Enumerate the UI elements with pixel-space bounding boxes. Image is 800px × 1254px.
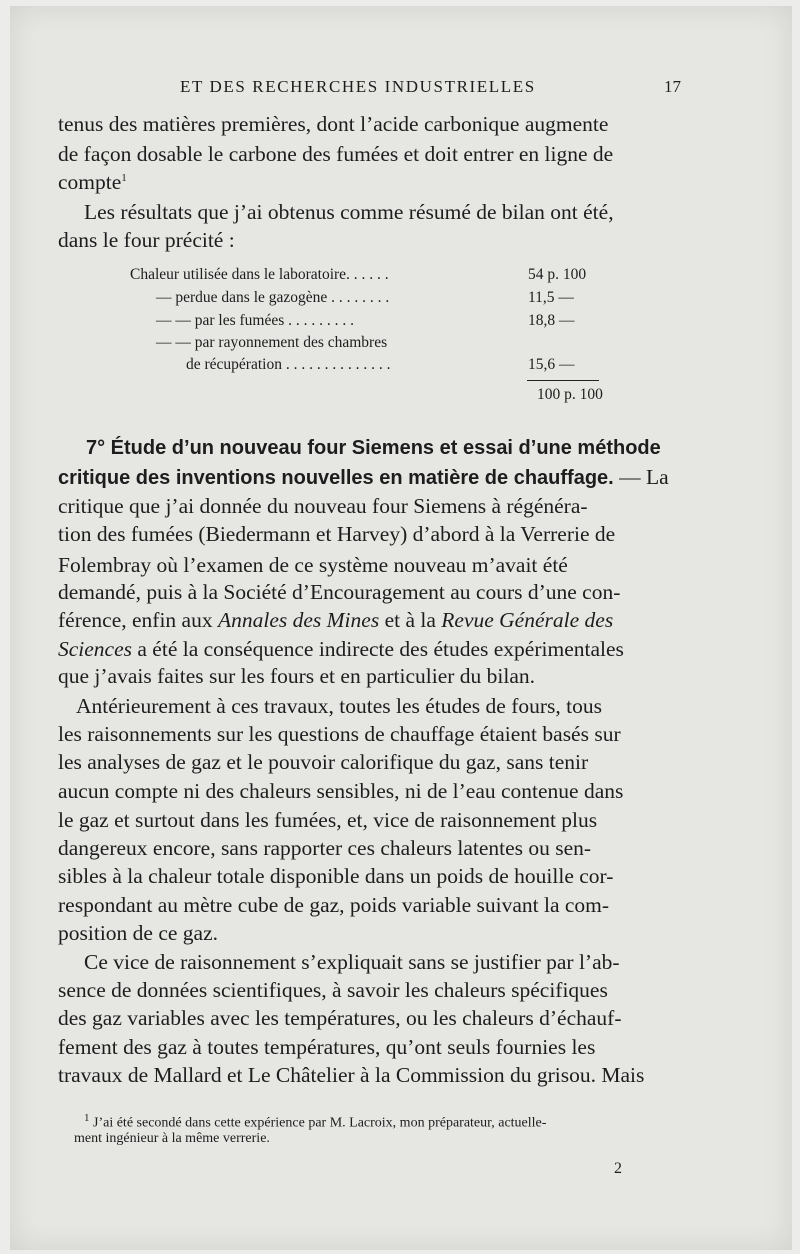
bilan-label: — — par les fumées . . . . . . . . . xyxy=(156,312,355,329)
text-fragment: férence, enfin aux xyxy=(58,608,218,632)
sum-rule xyxy=(527,380,599,381)
bilan-label: Chaleur utilisée dans le laboratoire. . . . . . xyxy=(130,266,389,283)
section-heading: critique des inventions nouvelles en matière de chauffage. xyxy=(58,467,614,489)
running-header: ET DES RECHERCHES INDUSTRIELLES xyxy=(180,77,536,96)
signature-mark: 2 xyxy=(614,1160,622,1177)
text-line: Folembray où l’examen de ce système nouveau m’avait été xyxy=(58,553,568,577)
text-line: que j’avais faites sur les fours et en particulier du bilan. xyxy=(58,664,536,688)
text-line: sence de données scientifiques, à savoir les chaleurs spécifiques xyxy=(58,978,608,1002)
bilan-total: 100 p. 100 xyxy=(537,386,603,403)
page-number: 17 xyxy=(664,77,681,96)
text-fragment: compte xyxy=(58,170,122,194)
text-line: le gaz et surtout dans les fumées, et, vice de raisonnement plus xyxy=(58,808,598,832)
text-line: sibles à la chaleur totale disponible dans un poids de houille cor- xyxy=(58,864,614,888)
text-line xyxy=(58,637,624,662)
bilan-value: 18,8 — xyxy=(528,312,575,329)
text-line: tenus des matières premières, dont l’acide carbonique augmente xyxy=(58,112,609,136)
text-line: demandé, puis à la Société d’Encouragement au cours d’une con- xyxy=(58,580,621,604)
text-line: critique que j’ai donnée du nouveau four Siemens à régénéra- xyxy=(58,494,588,518)
bilan-value: 11,5 — xyxy=(528,289,574,306)
bilan-label: de récupération . . . . . . . . . . . . . . xyxy=(186,356,391,373)
text-fragment: a été la conséquence indirecte des études expérimentales xyxy=(132,637,624,661)
text-line xyxy=(58,170,127,195)
text-line: Les résultats que j’ai obtenus comme résumé de bilan ont été, xyxy=(84,200,614,224)
section-heading: 7° Étude d’un nouveau four Siemens et essai d’une méthode xyxy=(86,437,661,459)
journal-title: Annales des Mines xyxy=(217,608,380,632)
text-line: travaux de Mallard et Le Châtelier à la Commission du grisou. Mais xyxy=(58,1063,645,1087)
text-line: position de ce gaz. xyxy=(58,921,219,945)
text-line: respondant au mètre cube de gaz, poids variable suivant la com- xyxy=(58,893,610,917)
text-line xyxy=(58,465,669,490)
text-line: tion des fumées (Biedermann et Harvey) d’abord à la Verrerie de xyxy=(58,522,616,546)
text-line: Antérieurement à ces travaux, toutes les études de fours, tous xyxy=(76,694,602,718)
text-line: dans le four précité : xyxy=(58,228,235,252)
footnote-text: J’ai été secondé dans cette expérience par M. Lacroix, mon préparateur, actuelle- xyxy=(93,1115,547,1131)
footnote-mark: 1 xyxy=(84,1112,90,1124)
bilan-value: 15,6 — xyxy=(528,356,575,373)
text-line: les analyses de gaz et le pouvoir calorifique du gaz, sans tenir xyxy=(58,750,589,774)
journal-title: Revue Générale des xyxy=(441,608,614,632)
footnote-line: ment ingénieur à la même verrerie. xyxy=(74,1131,270,1146)
footnote-ref: 1 xyxy=(121,171,127,184)
text-line: Ce vice de raisonnement s’expliquait sans se justifier par l’ab- xyxy=(84,950,620,974)
bilan-label: — — par rayonnement des chambres xyxy=(156,334,388,351)
text-line: les raisonnements sur les questions de chauffage étaient basés sur xyxy=(58,722,621,746)
text-line: aucun compte ni des chaleurs sensibles, ni de l’eau contenue dans xyxy=(58,779,624,803)
text-line: fement des gaz à toutes températures, qu’ont seuls fournies les xyxy=(58,1035,596,1059)
text-line: des gaz variables avec les températures, ou les chaleurs d’échauf- xyxy=(58,1006,622,1030)
text-fragment: — La xyxy=(613,465,669,489)
text-line: de façon dosable le carbone des fumées et doit entrer en ligne de xyxy=(58,142,614,166)
footnote-line xyxy=(84,1112,546,1132)
text-line: dangereux encore, sans rapporter ces chaleurs latentes ou sen- xyxy=(58,836,592,860)
text-fragment: et à la xyxy=(379,608,442,632)
bilan-value: 54 p. 100 xyxy=(528,266,587,283)
bilan-label: — perdue dans le gazogène . . . . . . . . xyxy=(156,289,390,306)
text-line xyxy=(58,608,613,633)
journal-title: Sciences xyxy=(58,637,133,661)
